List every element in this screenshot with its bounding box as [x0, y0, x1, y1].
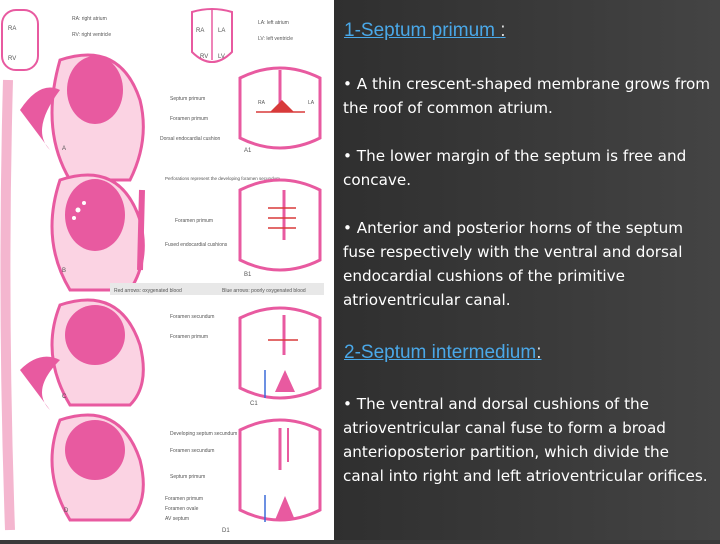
heading-septum-intermedium-text: 2-Septum intermedium [344, 342, 537, 363]
panel-c1-section [240, 308, 320, 398]
bullet-crescent-membrane: • A thin crescent-shaped membrane grows from the roof of common atrium. [343, 75, 711, 117]
top-legend-lv: LV: left ventricle [258, 36, 294, 42]
panel-label-b: B [62, 268, 67, 274]
text-panel [334, 0, 720, 540]
panel-d1-section [240, 420, 320, 522]
heading-septum-primum [344, 20, 506, 42]
annot-d-foramen-primum: Foramen primum [165, 496, 204, 502]
embryology-figure [0, 0, 334, 540]
ref-label-ra: RA [196, 28, 205, 34]
panel-label-a: A [62, 146, 67, 152]
panel-label-c: C [62, 394, 67, 400]
annot-dorsal-cushion: Dorsal endocardial cushion [160, 136, 221, 142]
legend-blue-arrows: Blue arrows: poorly oxygenated blood [222, 288, 306, 294]
panel-label-b1: B1 [244, 272, 252, 278]
top-legend-la: LA: left atrium [258, 20, 289, 26]
annot-perforations: Perforations represent the developing foramen secundum [165, 176, 280, 181]
panel-b1-section [240, 180, 320, 270]
annot-d-foramen-ovale: Foramen ovale [165, 506, 199, 512]
a1-label-la: LA [308, 100, 315, 106]
ref-label-la: LA [218, 28, 226, 34]
label-rv: RV [8, 56, 17, 62]
bullet-cushions-fuse: • The ventral and dorsal cushions of the atrioventricular canal fuse to form a broad anterioposterior partition, which divide the canal into right and left atrioventricular orifices. [343, 395, 708, 485]
heading-septum-primum-colon: : [500, 20, 506, 41]
bullet-horns-fuse: • Anterior and posterior horns of the septum fuse respectively with the ventral and dorsal endocardial cushions of the primitive atrioventricular canal. [343, 219, 684, 309]
top-legend-rv: RV: right ventricle [72, 32, 112, 38]
annot-c-foramen-secundum: Foramen secundum [170, 314, 215, 320]
ref-label-lv: LV [218, 54, 225, 60]
annot-foramen-primum: Foramen primum [170, 116, 209, 122]
annot-d-av-septum: AV septum [165, 516, 190, 522]
annot-d-septum-primum: Septum primum [170, 474, 206, 480]
annot-fused-cushions: Fused endocardial cushions [165, 242, 228, 248]
annot-septum-primum: Septum primum [170, 96, 206, 102]
panel-a-heart [20, 55, 143, 180]
reference-heart-right [192, 9, 232, 62]
heading-septum-intermedium [344, 342, 541, 364]
panel-c-heart [20, 300, 143, 410]
annot-d-foramen-secundum: Foramen secundum [170, 448, 215, 454]
left-margin-strip [5, 80, 10, 530]
bullet-lower-margin: • The lower margin of the septum is free and concave. [343, 147, 687, 189]
panel-label-d: D [64, 508, 69, 514]
legend-red-arrows: Red arrows: oxygenated blood [114, 288, 182, 294]
label-ra: RA [8, 26, 17, 32]
annot-c-foramen-primum: Foramen primum [170, 334, 209, 340]
ref-label-rv: RV [200, 54, 209, 60]
reference-heart-left [2, 10, 38, 70]
heart-septation-diagram [0, 0, 334, 540]
heading-septum-intermedium-colon: : [536, 342, 542, 363]
annot-b-foramen-primum: Foramen primum [175, 218, 214, 224]
panel-a1-section [240, 68, 320, 148]
annot-developing-septum-secundum: Developing septum secundum [170, 431, 238, 437]
panel-label-a1: A1 [244, 148, 252, 154]
top-legend-ra: RA: right atrium [72, 16, 107, 22]
panel-d-heart [52, 415, 143, 520]
heading-septum-primum-text: 1-Septum primum [344, 20, 501, 41]
a1-label-ra: RA [258, 100, 265, 106]
panel-label-d1: D1 [222, 528, 230, 534]
panel-label-c1: C1 [250, 401, 258, 407]
